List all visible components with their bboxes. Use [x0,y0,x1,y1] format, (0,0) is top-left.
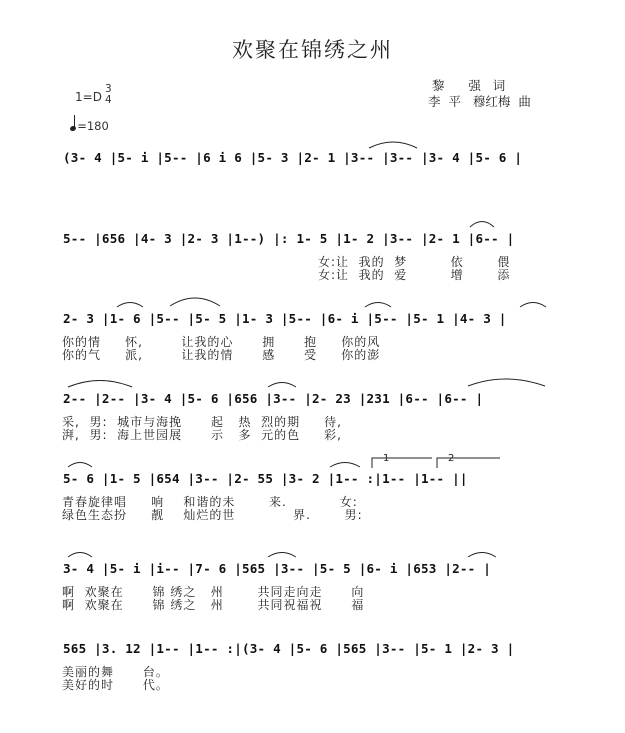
tempo-marking [70,118,109,133]
score-line-3: 2- 3 |1- 6 |5-- |5- 5 |1- 3 |5-- |6- i |5-- |5- 1 |4- 3 | [63,311,507,326]
score-line-6: 3- 4 |5- i |i-- |7- 6 |565 |3-- |5- 5 |6- i |653 |2-- | [63,561,492,576]
score-line-7: 565 |3. 12 |1-- |1-- :|(3- 4 |5- 6 |565 |3-- |5- 1 |2- 3 | [63,641,515,656]
quarter-note-icon [69,125,76,132]
score-line-2: 5-- |656 |4- 3 |2- 3 |1--) |: 1- 5 |1- 2 |3-- |2- 1 |6-- | [63,231,515,246]
lyric-line-6-verse-2: 啊 欢聚在 锦 绣之 州 共同祝福祝 福 [62,598,365,612]
slur-line-3d [520,303,546,308]
lyric-line-3-verse-1: 你的情 怀, 让我的心 拥 抱 你的风 [62,335,381,349]
slur-line-6c [468,553,496,558]
lyric-line-6-verse-1: 啊 欢聚在 锦 绣之 州 共同走向走 向 [62,585,365,599]
lyric-line-5-verse-2: 绿色生态扮 靓 灿烂的世 界. 男: [62,508,363,522]
song-title: 欢聚在锦绣之州 [232,38,393,62]
slur-line-5b [330,463,360,468]
time-signature-top: 3 [105,83,112,95]
slur-line-6a [68,553,92,558]
slur-line-1 [369,142,417,148]
slur-line-3a [117,303,143,308]
slur-line-4a [68,381,132,388]
time-signature [105,84,112,106]
score-line-1: (3- 4 |5- i |5-- |6 i 6 |5- 3 |2- 1 |3-- |3-- |3- 4 |5- 6 | [63,150,523,165]
composer-credit: 李 平 穆红梅 曲 [428,94,531,109]
volta-2-label: 2 [448,453,456,464]
lyric-line-7-verse-1: 美丽的舞 台。 [62,665,169,679]
slur-line-4b [268,383,296,388]
lyric-line-2-verse-1: 女:让 我的 梦 依 偎 [318,255,511,269]
slur-line-3b [170,298,220,306]
slur-line-3c [365,303,391,308]
lyric-line-2-verse-2: 女:让 我的 爱 增 添 [318,268,511,282]
lyric-line-5-verse-1: 青春旋律唱 响 和谐的未 来. 女: [62,495,358,509]
lyric-line-7-verse-2: 美好的时 代。 [62,678,169,692]
volta-1-label: 1 [383,453,391,464]
volta-1-bracket [372,458,432,468]
quarter-note-stem [74,115,75,127]
key-signature: 1=D [75,90,102,104]
lyric-line-4-verse-2: 湃, 男: 海上世园展 示 多 元的色 彩, [62,428,342,442]
volta-2-bracket [437,458,500,468]
slur-line-4c [468,379,545,386]
lyric-line-3-verse-2: 你的气 派, 让我的情 感 受 你的澎 [62,348,381,362]
time-signature-bottom: 4 [105,94,112,106]
tempo-value: =180 [77,119,109,133]
lyricist-credit: 黎 强 词 [432,78,506,93]
lyric-line-4-verse-1: 采, 男: 城市与海挽 起 热 烈的期 待, [62,415,342,429]
score-line-5: 5- 6 |1- 5 |654 |3-- |2- 55 |3- 2 |1-- :|1-- |1-- || [63,471,468,486]
slur-line-6b [268,553,296,558]
slur-line-5a [68,463,92,468]
score-line-4: 2-- |2-- |3- 4 |5- 6 |656 |3-- |2- 23 |231 |6-- |6-- | [63,391,484,406]
slur-line-2a [470,222,494,228]
